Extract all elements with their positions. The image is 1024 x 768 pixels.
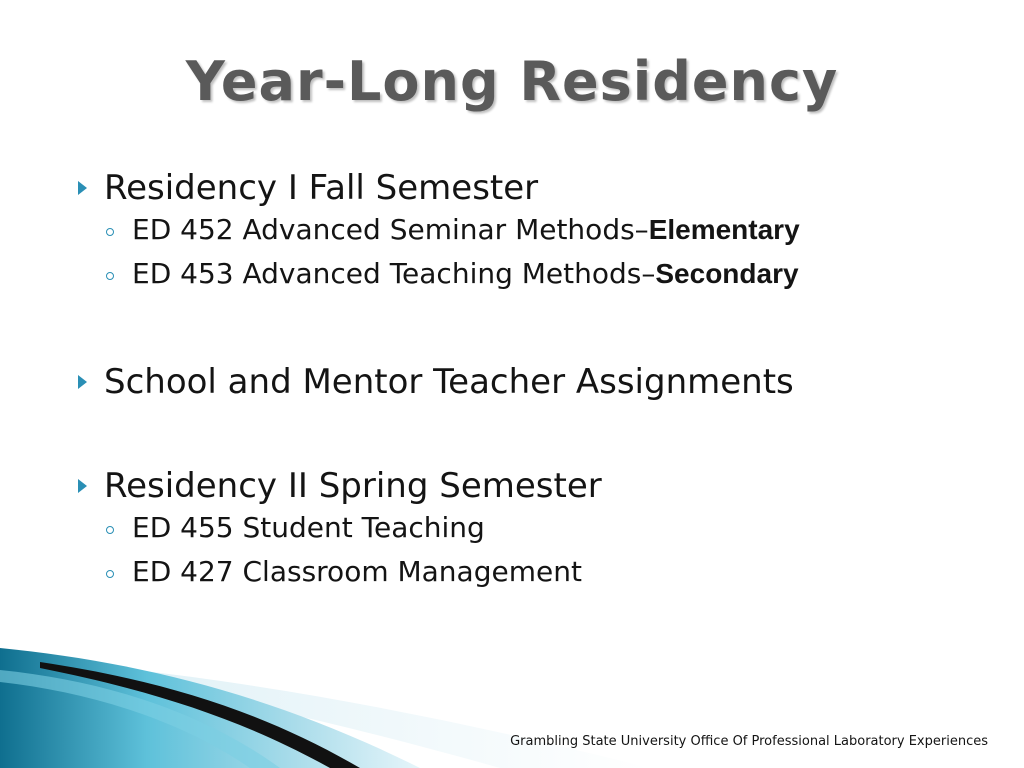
- bullet-main-line: [76, 466, 976, 506]
- sub-bullet-item: [76, 208, 976, 252]
- bullet-label: Residency II Spring Semester: [104, 466, 602, 506]
- bullet-item-residency-1: [76, 168, 976, 296]
- bullet-main-line: [76, 168, 976, 208]
- sub-bullet-emphasis: Secondary: [655, 258, 799, 289]
- sub-bullet-emphasis: Elementary: [648, 214, 800, 245]
- bullet-item-residency-2: [76, 466, 976, 594]
- hollow-circle-icon: [106, 526, 114, 534]
- triangle-arrow-icon: [78, 479, 87, 493]
- sub-bullet-text: ED 453 Advanced Teaching Methods–: [132, 257, 656, 290]
- hollow-circle-icon: [106, 570, 114, 578]
- hollow-circle-icon: [106, 272, 114, 280]
- triangle-arrow-icon: [78, 375, 87, 389]
- sub-bullet-text: ED 452 Advanced Seminar Methods–: [132, 213, 649, 246]
- hollow-circle-icon: [106, 228, 114, 236]
- sub-bullet-text: ED 455 Student Teaching: [132, 511, 485, 544]
- bullet-item-assignments: [76, 362, 976, 402]
- bullet-label: Residency I Fall Semester: [104, 168, 539, 208]
- sub-bullet-item: [76, 550, 976, 594]
- sub-bullet-text: ED 427 Classroom Management: [132, 555, 582, 588]
- sub-bullet-item: [76, 252, 976, 296]
- footer-text: Grambling State University Office Of Professional Laboratory Experiences: [510, 734, 988, 749]
- sub-bullet-item: [76, 506, 976, 550]
- slide-title: Year-Long Residency: [185, 50, 839, 113]
- bullet-label: School and Mentor Teacher Assignments: [104, 362, 794, 402]
- bullet-main-line: [76, 362, 976, 402]
- triangle-arrow-icon: [78, 181, 87, 195]
